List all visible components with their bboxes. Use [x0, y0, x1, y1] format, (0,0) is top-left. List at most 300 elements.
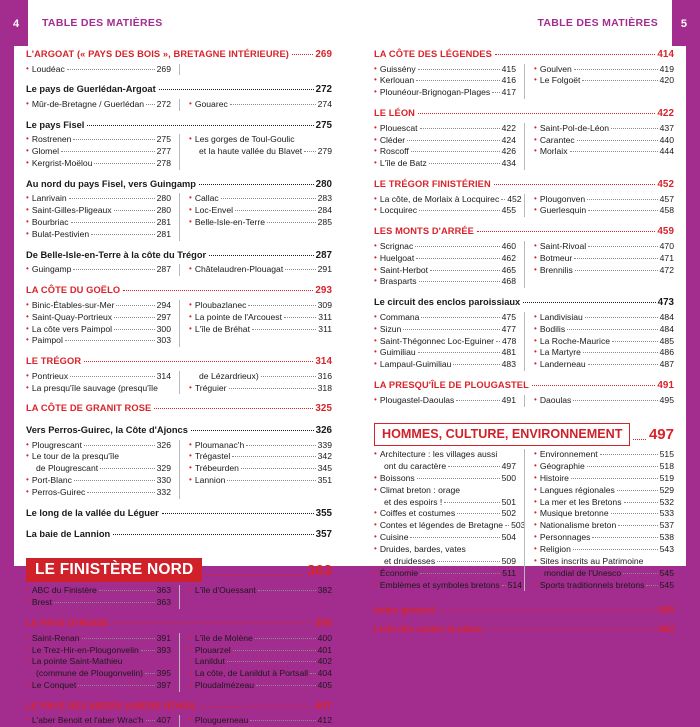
- toc-entry[interactable]: [189, 633, 332, 645]
- toc-entry[interactable]: [534, 336, 674, 348]
- toc-entry[interactable]: [534, 395, 674, 407]
- toc-entry[interactable]: [534, 485, 674, 497]
- toc-entry-page: 391: [156, 632, 171, 643]
- toc-entry-page: 363: [156, 597, 171, 608]
- leader-dots: [495, 54, 655, 55]
- bullet-icon: •: [374, 276, 377, 286]
- bullet-icon: •: [534, 146, 537, 156]
- toc-section-heading-page: 407: [315, 700, 332, 712]
- toc-entry-label: Goulven: [539, 63, 572, 74]
- toc-entry-page: 444: [659, 146, 674, 157]
- toc-entry[interactable]: [534, 265, 674, 277]
- toc-entry-label: Le Trez-Hir-en-Plougonvelin: [31, 644, 139, 655]
- toc-entry-label: Environnement: [539, 449, 598, 460]
- toc-subsection-heading[interactable]: [26, 425, 332, 438]
- toc-entry-label: Sites inscrits au Patrimoine: [539, 555, 644, 566]
- toc-entry[interactable]: [374, 241, 516, 253]
- toc-entry[interactable]: [26, 300, 171, 312]
- toc-entry[interactable]: [26, 633, 171, 645]
- toc-entry[interactable]: [26, 134, 171, 146]
- toc-entry[interactable]: [534, 312, 674, 324]
- leader-dots: [73, 269, 154, 270]
- toc-section-heading-page: 414: [657, 49, 674, 60]
- toc-entry-page: 283: [317, 193, 332, 204]
- toc-entry[interactable]: [26, 158, 171, 170]
- toc-entry-label: Saint-Renan: [31, 632, 80, 643]
- toc-entry-group: [374, 312, 674, 371]
- bullet-icon: •: [26, 451, 29, 461]
- toc-subsection-heading[interactable]: [26, 120, 332, 133]
- bullet-icon: •: [374, 359, 377, 369]
- toc-entry[interactable]: [374, 532, 516, 544]
- toc-entry-label: Plounéour-Brignogan-Plages: [379, 87, 491, 98]
- toc-entry[interactable]: [26, 193, 171, 205]
- toc-entry[interactable]: [189, 668, 332, 680]
- bullet-icon: •: [374, 484, 377, 494]
- leader-dots: [575, 270, 658, 271]
- toc-section-heading-label: LA PRESQU'ÎLE DE PLOUGASTEL: [374, 380, 529, 391]
- bullet-icon: •: [534, 335, 537, 345]
- leader-dots: [227, 661, 316, 662]
- toc-entry[interactable]: [534, 135, 674, 147]
- leader-dots: [114, 317, 155, 318]
- bullet-icon: •: [189, 311, 192, 321]
- toc-subsection-heading[interactable]: [26, 529, 332, 542]
- toc-entry-page: 440: [659, 134, 674, 145]
- toc-entry[interactable]: [26, 371, 171, 383]
- toc-entry[interactable]: [26, 383, 171, 395]
- toc-section-heading-label: L'ARGOAT (« PAYS DES BOIS », BRETAGNE INTÉRIEURE): [26, 49, 289, 59]
- toc-subsection-heading-label: De Belle-Isle-en-Terre à la côte du Trégor: [26, 249, 207, 260]
- toc-entry-page: 311: [318, 311, 332, 322]
- toc-section-heading-page: 390: [315, 618, 332, 630]
- leader-dots: [416, 258, 499, 259]
- toc-entry[interactable]: [26, 146, 171, 158]
- toc-entry-label: Morlaix: [539, 146, 568, 157]
- bullet-icon: •: [374, 158, 377, 168]
- toc-entry-page: 405: [317, 680, 332, 691]
- leader-dots: [73, 139, 154, 140]
- toc-entry-page: 465: [501, 264, 516, 275]
- leader-dots: [258, 590, 316, 591]
- toc-entry-subcolumn-right: [179, 371, 332, 395]
- bullet-icon: •: [26, 323, 29, 333]
- toc-entry-label: La Roche-Maurice: [539, 335, 611, 346]
- toc-subsection-heading-page: 275: [315, 119, 332, 131]
- toc-entry[interactable]: [374, 568, 516, 580]
- bullet-icon: •: [534, 460, 537, 470]
- leader-dots: [229, 388, 316, 389]
- toc-entry-page: 470: [659, 240, 674, 251]
- toc-entry[interactable]: [26, 475, 171, 487]
- bullet-icon: •: [374, 63, 377, 73]
- toc-entry[interactable]: [26, 585, 171, 597]
- toc-part-banner-page: 363: [306, 561, 332, 579]
- toc-entry[interactable]: [26, 229, 171, 241]
- leader-dots: [523, 302, 655, 303]
- toc-entry-page: 277: [156, 146, 171, 157]
- bullet-icon: •: [374, 394, 377, 404]
- bullet-icon: •: [534, 555, 537, 565]
- toc-entry-page: 402: [317, 656, 332, 667]
- toc-entry-label: Landivisiau: [539, 311, 583, 322]
- toc-entry-page: 280: [156, 193, 171, 204]
- toc-entry[interactable]: [534, 324, 674, 336]
- bullet-icon: •: [534, 252, 537, 262]
- bullet-icon: •: [189, 656, 192, 666]
- toc-entry-page: 533: [659, 508, 674, 519]
- leader-dots: [241, 468, 316, 469]
- toc-entry[interactable]: [374, 544, 516, 556]
- toc-entry[interactable]: [189, 324, 332, 336]
- leader-dots: [154, 408, 313, 409]
- toc-entry[interactable]: [189, 134, 332, 146]
- toc-entry-label: mondial de l'Unesco: [544, 567, 622, 578]
- toc-subsection-heading[interactable]: [26, 250, 332, 263]
- toc-entry[interactable]: [534, 64, 674, 76]
- toc-entry[interactable]: [534, 205, 674, 217]
- toc-section-heading[interactable]: [374, 49, 674, 62]
- toc-entry[interactable]: [26, 463, 171, 475]
- toc-entry[interactable]: [189, 475, 332, 487]
- toc-entry-page: 519: [659, 472, 674, 483]
- leader-dots: [403, 329, 499, 330]
- leader-dots: [496, 341, 500, 342]
- toc-section-heading[interactable]: [374, 226, 674, 239]
- leader-dots: [252, 329, 316, 330]
- leader-dots: [232, 456, 315, 457]
- toc-entry-page: 275: [156, 134, 171, 145]
- toc-entry[interactable]: [189, 371, 332, 383]
- toc-entry-subcolumn-left: [374, 312, 524, 371]
- toc-entry[interactable]: [534, 532, 674, 544]
- toc-entry[interactable]: [374, 146, 516, 158]
- toc-section-heading[interactable]: [26, 618, 332, 631]
- toc-entry-page: 434: [501, 158, 516, 169]
- toc-entry-label: Bodilis: [539, 323, 566, 334]
- toc-subsection-heading[interactable]: [374, 297, 674, 310]
- toc-entry[interactable]: [374, 497, 516, 509]
- toc-entry[interactable]: [534, 146, 674, 158]
- toc-entry[interactable]: [534, 194, 674, 206]
- toc-entry[interactable]: [374, 253, 516, 265]
- bullet-icon: •: [374, 240, 377, 250]
- toc-part-banner-label: HOMMES, CULTURE, ENVIRONNEMENT: [374, 423, 630, 447]
- bullet-icon: •: [26, 486, 29, 496]
- toc-entry[interactable]: [534, 497, 674, 509]
- leader-dots: [146, 720, 155, 721]
- toc-entry[interactable]: [374, 158, 516, 170]
- toc-entry-subcolumn-right: [524, 312, 674, 371]
- toc-entry-page: 532: [659, 496, 674, 507]
- toc-entry[interactable]: [374, 508, 516, 520]
- toc-entry[interactable]: [189, 451, 332, 463]
- toc-entry-label: L'île de Batz: [379, 158, 427, 169]
- toc-entry[interactable]: [534, 508, 674, 520]
- toc-entry[interactable]: [374, 87, 516, 99]
- toc-entry-label: Saint-Thégonnec Loc-Eguiner: [379, 335, 494, 346]
- toc-entry[interactable]: [374, 520, 526, 532]
- leader-dots: [304, 151, 315, 152]
- toc-entry[interactable]: [189, 264, 332, 276]
- toc-entry-group: [374, 449, 674, 591]
- toc-entry[interactable]: [26, 335, 171, 347]
- toc-subsection-heading[interactable]: [26, 179, 332, 192]
- toc-entry[interactable]: [374, 579, 523, 592]
- toc-entry-subcolumn-left: [26, 99, 179, 111]
- bullet-icon: •: [534, 359, 537, 369]
- toc-entry-group: [26, 300, 332, 347]
- toc-entry-label: Kerlouan: [379, 75, 415, 86]
- toc-entry-label: L'aber Benoit et l'aber Wrac'h: [31, 715, 144, 726]
- leader-dots: [492, 92, 499, 93]
- bullet-icon: •: [534, 205, 537, 215]
- toc-entry-subcolumn-right: [179, 633, 332, 692]
- toc-entry[interactable]: [534, 347, 674, 359]
- leader-dots: [78, 685, 154, 686]
- toc-entry-group: [26, 134, 332, 170]
- toc-entry[interactable]: [534, 241, 674, 253]
- toc-section-heading[interactable]: [26, 701, 332, 714]
- toc-entry[interactable]: [26, 64, 171, 76]
- toc-entry-subcolumn-left: [26, 64, 179, 76]
- toc-entry[interactable]: [26, 680, 171, 692]
- toc-entry[interactable]: [374, 276, 516, 288]
- toc-entry[interactable]: [534, 359, 674, 371]
- toc-entry[interactable]: [534, 123, 674, 135]
- toc-entry[interactable]: [26, 312, 171, 324]
- toc-entry[interactable]: [534, 568, 674, 580]
- running-head-right: TABLE DES MATIÈRES: [537, 17, 658, 29]
- toc-entry-page: 458: [659, 205, 674, 216]
- bullet-icon: •: [26, 715, 29, 725]
- toc-entry[interactable]: [534, 75, 674, 87]
- toc-entry-label: Bulat-Pestivien: [31, 229, 90, 239]
- toc-entry-page: 279: [317, 146, 332, 157]
- leader-dots: [419, 210, 500, 211]
- toc-entry[interactable]: [26, 264, 171, 276]
- toc-entry[interactable]: [534, 253, 674, 265]
- toc-section-heading[interactable]: [374, 108, 674, 121]
- leader-dots: [456, 400, 499, 401]
- toc-entry[interactable]: [374, 347, 516, 359]
- toc-entry[interactable]: [374, 336, 516, 348]
- toc-entry-label: La pointe de l'Arcouest: [194, 311, 282, 322]
- toc-entry-page: 529: [659, 484, 674, 495]
- toc-entry[interactable]: [374, 135, 516, 147]
- toc-entry-label: Gouarec: [194, 98, 228, 109]
- toc-section-heading-label: LE PAYS D'IROISE: [26, 618, 109, 629]
- leader-dots: [411, 151, 500, 152]
- toc-entry-label: Nationalisme breton: [539, 520, 617, 531]
- leader-dots: [419, 281, 500, 282]
- leader-dots: [84, 361, 313, 362]
- toc-entry[interactable]: [374, 324, 516, 336]
- toc-entry[interactable]: [26, 597, 171, 609]
- toc-entry-page: 297: [156, 311, 171, 322]
- toc-section-heading[interactable]: [374, 380, 674, 393]
- leader-dots: [623, 573, 658, 574]
- toc-entry[interactable]: [189, 680, 332, 692]
- bullet-icon: •: [374, 264, 377, 274]
- toc-entry[interactable]: [26, 451, 171, 463]
- leader-dots: [292, 54, 313, 55]
- toc-entry-label: Saint-Herbot: [379, 264, 429, 275]
- toc-back-matter-entry[interactable]: [374, 624, 674, 636]
- toc-section-heading-page: 452: [657, 179, 674, 191]
- bullet-icon: •: [189, 299, 192, 309]
- leader-dots: [256, 685, 316, 686]
- leader-dots: [587, 466, 658, 467]
- toc-entry[interactable]: [26, 205, 171, 217]
- toc-entry[interactable]: [26, 217, 171, 229]
- toc-entry[interactable]: [374, 265, 516, 277]
- toc-entry[interactable]: [374, 75, 516, 87]
- toc-entry-page: 504: [501, 532, 516, 543]
- toc-entry[interactable]: [374, 395, 516, 407]
- toc-entry[interactable]: [189, 99, 332, 111]
- toc-back-matter-entry-label: Index général: [374, 605, 434, 616]
- leader-dots: [611, 128, 658, 129]
- toc-entry[interactable]: [189, 312, 332, 324]
- running-head-left: TABLE DES MATIÈRES: [42, 17, 163, 29]
- toc-entry[interactable]: [534, 461, 674, 473]
- toc-entry[interactable]: [189, 300, 332, 312]
- bullet-icon: •: [374, 508, 377, 518]
- toc-subsection-heading[interactable]: [26, 84, 332, 97]
- toc-section-heading[interactable]: [26, 403, 332, 416]
- toc-entry[interactable]: [374, 193, 522, 206]
- bullet-icon: •: [374, 532, 377, 542]
- leader-dots: [94, 163, 154, 164]
- toc-entry-group: [374, 194, 674, 218]
- bullet-icon: •: [189, 475, 192, 485]
- toc-entry-label: Brest: [31, 597, 52, 608]
- bullet-icon: •: [374, 472, 377, 482]
- toc-entry[interactable]: [189, 383, 332, 395]
- toc-entry-page: 284: [317, 205, 332, 216]
- toc-entry[interactable]: [26, 656, 171, 668]
- leader-dots: [502, 585, 506, 586]
- toc-entry-subcolumn-left: [26, 440, 179, 499]
- toc-entry[interactable]: [189, 656, 332, 668]
- toc-entry[interactable]: [189, 585, 332, 597]
- toc-entry-page: 491: [501, 394, 516, 405]
- toc-back-matter-entry[interactable]: [374, 605, 674, 617]
- toc-section-heading[interactable]: [26, 285, 332, 298]
- toc-entry-page: 472: [659, 264, 674, 275]
- toc-entry[interactable]: [534, 449, 674, 461]
- toc-entry[interactable]: [189, 715, 332, 727]
- toc-entry-label: Architecture : les villages aussi: [379, 449, 498, 460]
- toc-entry[interactable]: [534, 580, 674, 592]
- toc-entry[interactable]: [374, 556, 516, 568]
- toc-entry-label: Personnages: [539, 532, 591, 543]
- toc-entry[interactable]: [26, 487, 171, 499]
- toc-entry-label: Roscoff: [379, 146, 409, 157]
- leader-dots: [145, 673, 155, 674]
- toc-entry-page: 452: [507, 193, 522, 204]
- toc-entry[interactable]: [26, 645, 171, 657]
- toc-section-heading[interactable]: [26, 49, 332, 62]
- toc-entry-label: Kergrist-Moëlou: [31, 158, 93, 169]
- toc-entry-page: 419: [659, 63, 674, 74]
- toc-entry[interactable]: [374, 123, 516, 135]
- bullet-icon: •: [534, 122, 537, 132]
- toc-back-matter: [374, 605, 674, 636]
- toc-entry[interactable]: [374, 449, 516, 461]
- toc-entry[interactable]: [374, 461, 516, 473]
- toc-part-banner[interactable]: [26, 558, 332, 583]
- toc-entry-page: 426: [501, 146, 516, 157]
- toc-entry[interactable]: [26, 668, 171, 680]
- toc-entry[interactable]: [189, 463, 332, 475]
- toc-entry[interactable]: [189, 440, 332, 452]
- toc-entry-page: 311: [318, 323, 332, 334]
- leader-dots: [418, 113, 655, 114]
- toc-entry[interactable]: [26, 715, 171, 727]
- toc-entry[interactable]: [374, 485, 516, 497]
- toc-section-heading[interactable]: [26, 356, 332, 369]
- toc-entry[interactable]: [189, 217, 332, 229]
- toc-entry-label: Religion: [539, 543, 571, 554]
- toc-entry-group: [374, 64, 674, 100]
- toc-entry[interactable]: [26, 440, 171, 452]
- toc-subsection-heading[interactable]: [26, 508, 332, 521]
- toc-entry-label: et la haute vallée du Blavet: [199, 146, 303, 157]
- bullet-icon: •: [26, 63, 29, 73]
- toc-entry-page: 363: [156, 585, 171, 596]
- toc-entry[interactable]: [534, 544, 674, 556]
- toc-entry[interactable]: [374, 473, 516, 485]
- toc-entry[interactable]: [534, 556, 674, 568]
- toc-entry-page: 272: [156, 98, 171, 109]
- toc-entry[interactable]: [26, 324, 171, 336]
- toc-entry-subcolumn-left: [374, 241, 524, 288]
- leader-dots: [574, 258, 657, 259]
- toc-entry-subcolumn-right: [179, 193, 332, 240]
- toc-part-banner-outline[interactable]: [374, 423, 674, 447]
- toc-entry[interactable]: [534, 473, 674, 485]
- bullet-icon: •: [374, 75, 377, 85]
- bullet-icon: •: [374, 87, 377, 97]
- bullet-icon: •: [534, 63, 537, 73]
- toc-entry[interactable]: [374, 64, 516, 76]
- toc-entry-label: Daoulas: [539, 394, 572, 405]
- bullet-icon: •: [26, 370, 29, 380]
- toc-entry[interactable]: [374, 359, 516, 371]
- toc-entry[interactable]: [374, 312, 516, 324]
- bullet-icon: •: [26, 264, 29, 274]
- toc-entry-label: Plouarzel: [194, 644, 231, 655]
- toc-entry-subcolumn-right: [179, 440, 332, 499]
- toc-entry[interactable]: [189, 645, 332, 657]
- leader-dots: [587, 199, 657, 200]
- toc-entry-page: 303: [156, 335, 171, 346]
- toc-entry-page: 300: [156, 323, 171, 334]
- leader-dots: [205, 575, 304, 576]
- toc-entry-label: Huelgoat: [379, 252, 415, 263]
- toc-entry[interactable]: [189, 193, 332, 205]
- toc-subsection-heading-page: 326: [315, 425, 332, 436]
- toc-section-heading[interactable]: [374, 179, 674, 192]
- toc-entry-subcolumn-right: [179, 64, 332, 76]
- toc-entry[interactable]: [189, 205, 332, 217]
- toc-entry[interactable]: [26, 99, 171, 111]
- toc-entry[interactable]: [374, 205, 516, 217]
- toc-entry[interactable]: [189, 146, 332, 158]
- toc-entry[interactable]: [534, 520, 674, 532]
